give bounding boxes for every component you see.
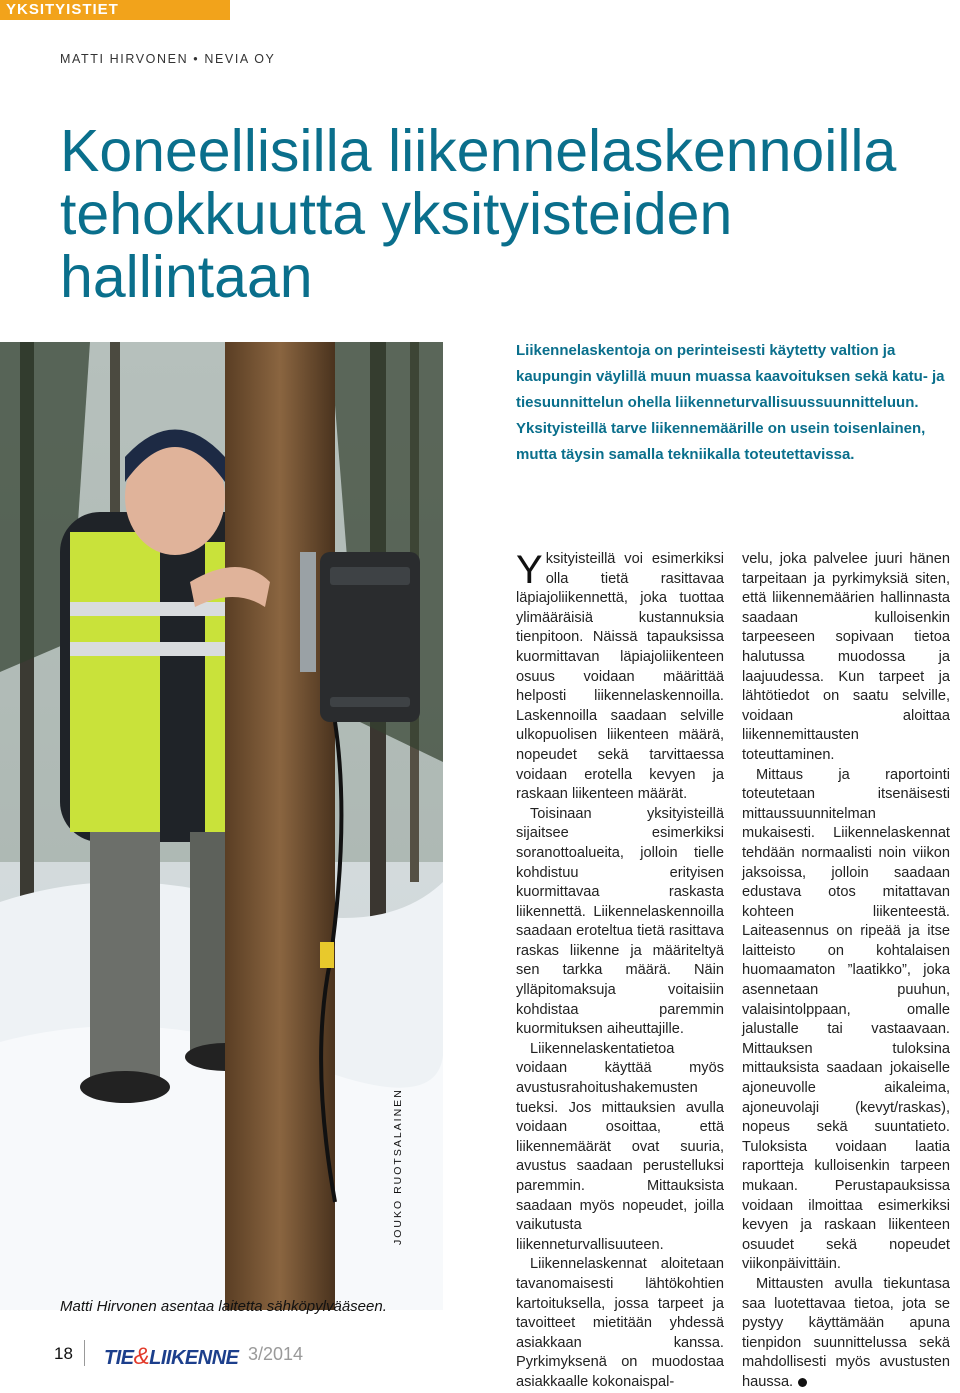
page-footer: [0, 1336, 960, 1368]
body-paragraph: Liikennelaskentatietoa voidaan käyttää myös avustusrahoitushakemusten tueksi. Jos mittauksien avulla voidaan osoittaa, että liikennemäärät ovat suuria, avustus saadaan perustelluksi paremmin. Mittauksista saadaan myös nopeudet, joilla vaikutusta liikenneturvallisuuteen.: [516, 1040, 724, 1253]
issue-number: 3/2014: [248, 1344, 304, 1364]
page-number: 18: [54, 1344, 73, 1363]
headline-line: hallintaan: [60, 244, 313, 310]
body-paragraph: [742, 1275, 950, 1393]
logo-ampersand: &: [133, 1343, 150, 1370]
logo-liikenne: LIIKENNE: [149, 1347, 239, 1369]
body-paragraph-text: Mittausten avulla tiekuntasa saa luotettavaa tietoa, jota se pystyy käyttämään apuna tienpidon suunnittelussa sekä mahdollisesti myös avustusten haussa.: [742, 1275, 950, 1390]
footer-divider: [84, 1340, 85, 1366]
body-paragraph: Toisinaan yksityisteillä sijaitsee esimerkiksi soranottoalueita, jolloin tielle kohdistuu erityisen kuormittavaa raskasta liikennettä. Liikennelaskennoilla saadaan eroteltua tietä rasittava raskas liikenne ja määriteltyä sen tarkka määrä. Näin ylläpitomaksuja voitaisiin kohdistaa paremmin kuormituksen aiheuttajille.: [516, 805, 724, 1038]
headline-line: Koneellisilla liikennelaskennoilla: [60, 118, 897, 184]
body-paragraph: Mittaus ja raportointi toteutetaan itsenäisesti mittaussuunnitelman mukaisesti. Liikennelaskennat tehdään normaalisti noin viikon jaksoissa, jolloin saadaan edustava otos mitattavan kohteen liikenteestä. Laiteasennus on ripeää ja itse laitteisto on kohtalaisen huomaamaton ”laatikko”, joka asennetaan puuhun, valaisintolppaan, omalle jalustalle tai vastaavaan. Mittauksen tuloksina mittauksista saadaan jokaiselle ajoneuvolle aikaleima, ajoneuvolaji (kevyt/raskas), nopeus sekä suuntatieto. Tuloksista voidaan laatia raportteja kulloisenkin tarpeen mukaan. Perustapauksissa voidaan ilmoittaa esimerkiksi kevyen ja raskaan liikenteen osuudet sekä nopeudet viikonpäivittäin.: [742, 766, 950, 1273]
photo-caption: Matti Hirvonen asentaa laitetta sähköpylvääseen.: [60, 1298, 387, 1315]
section-tag: [0, 0, 230, 20]
body-paragraph: Liikennelaskennat aloitetaan tavanomaisesti lähtökohtien kartoituksella, jossa tarpeet ja tavoitteet mietitään yhdessä asiakkaan kanssa. Pyrkimyksenä on muodostaa asiakkaalle kokonaispal-: [516, 1256, 724, 1390]
body-column-2: [742, 550, 950, 1393]
body-paragraph: [516, 550, 724, 805]
body-paragraph: velu, joka palvelee juuri hänen tarpeitaan ja pyrkimyksiä siten, että liikennemäärien hallinnasta saadaan kulloisenkin tarpeeseen sopivaan tietoa halutussa muodossa ja laajuudessa. Kun tarpeet ja lähtötiedot on saatu selville, voidaan aloittaa liikennemittausten toteuttaminen.: [742, 551, 950, 763]
article-photo: [0, 342, 443, 1310]
section-tag-label: YKSITYISTIET: [6, 1, 119, 18]
byline: MATTI HIRVONEN • NEVIA OY: [60, 52, 276, 66]
logo-tie: TIE: [104, 1347, 134, 1369]
end-mark-icon: [798, 1378, 807, 1387]
headline: [60, 120, 960, 309]
headline-line: tehokkuutta yksityisteiden: [60, 181, 733, 247]
magazine-logo: [104, 1343, 238, 1371]
photo-credit: JOUKO RUOTSALAINEN: [392, 1088, 404, 1245]
body-paragraph-text: ksityisteillä voi esimerkiksi olla tietä rasittavaa läpiajoliikennettä, joka tuottaa ylimääräisiä kustannuksia tienpitoon. Näissä tapauksissa kuormittavan läpiajoliikenteen osuus voidaan määrittää helposti liikennelaskennoilla. Laskennoilla saadaan selville ulkopuolisen liikenteen määrä, nopeudet sekä tarvittaessa voidaan erotella kevyen ja raskaan liikenteen määrät.: [516, 551, 724, 803]
body-column-1: [516, 550, 724, 1393]
lede-paragraph: Liikennelaskentoja on perinteisesti käytetty valtion ja kaupungin väylillä muun muassa kaavoituksen sekä katu- ja tiesuunnittelun ohella liikenneturvallisuussuunnitteluun. Yksityisteillä tarve liikennemäärille on usein toisenlainen, mutta täysin samalla tekniikalla toteutettavissa.: [516, 342, 945, 463]
photo-illustration: [0, 342, 443, 1310]
dropcap: Y: [516, 548, 543, 592]
